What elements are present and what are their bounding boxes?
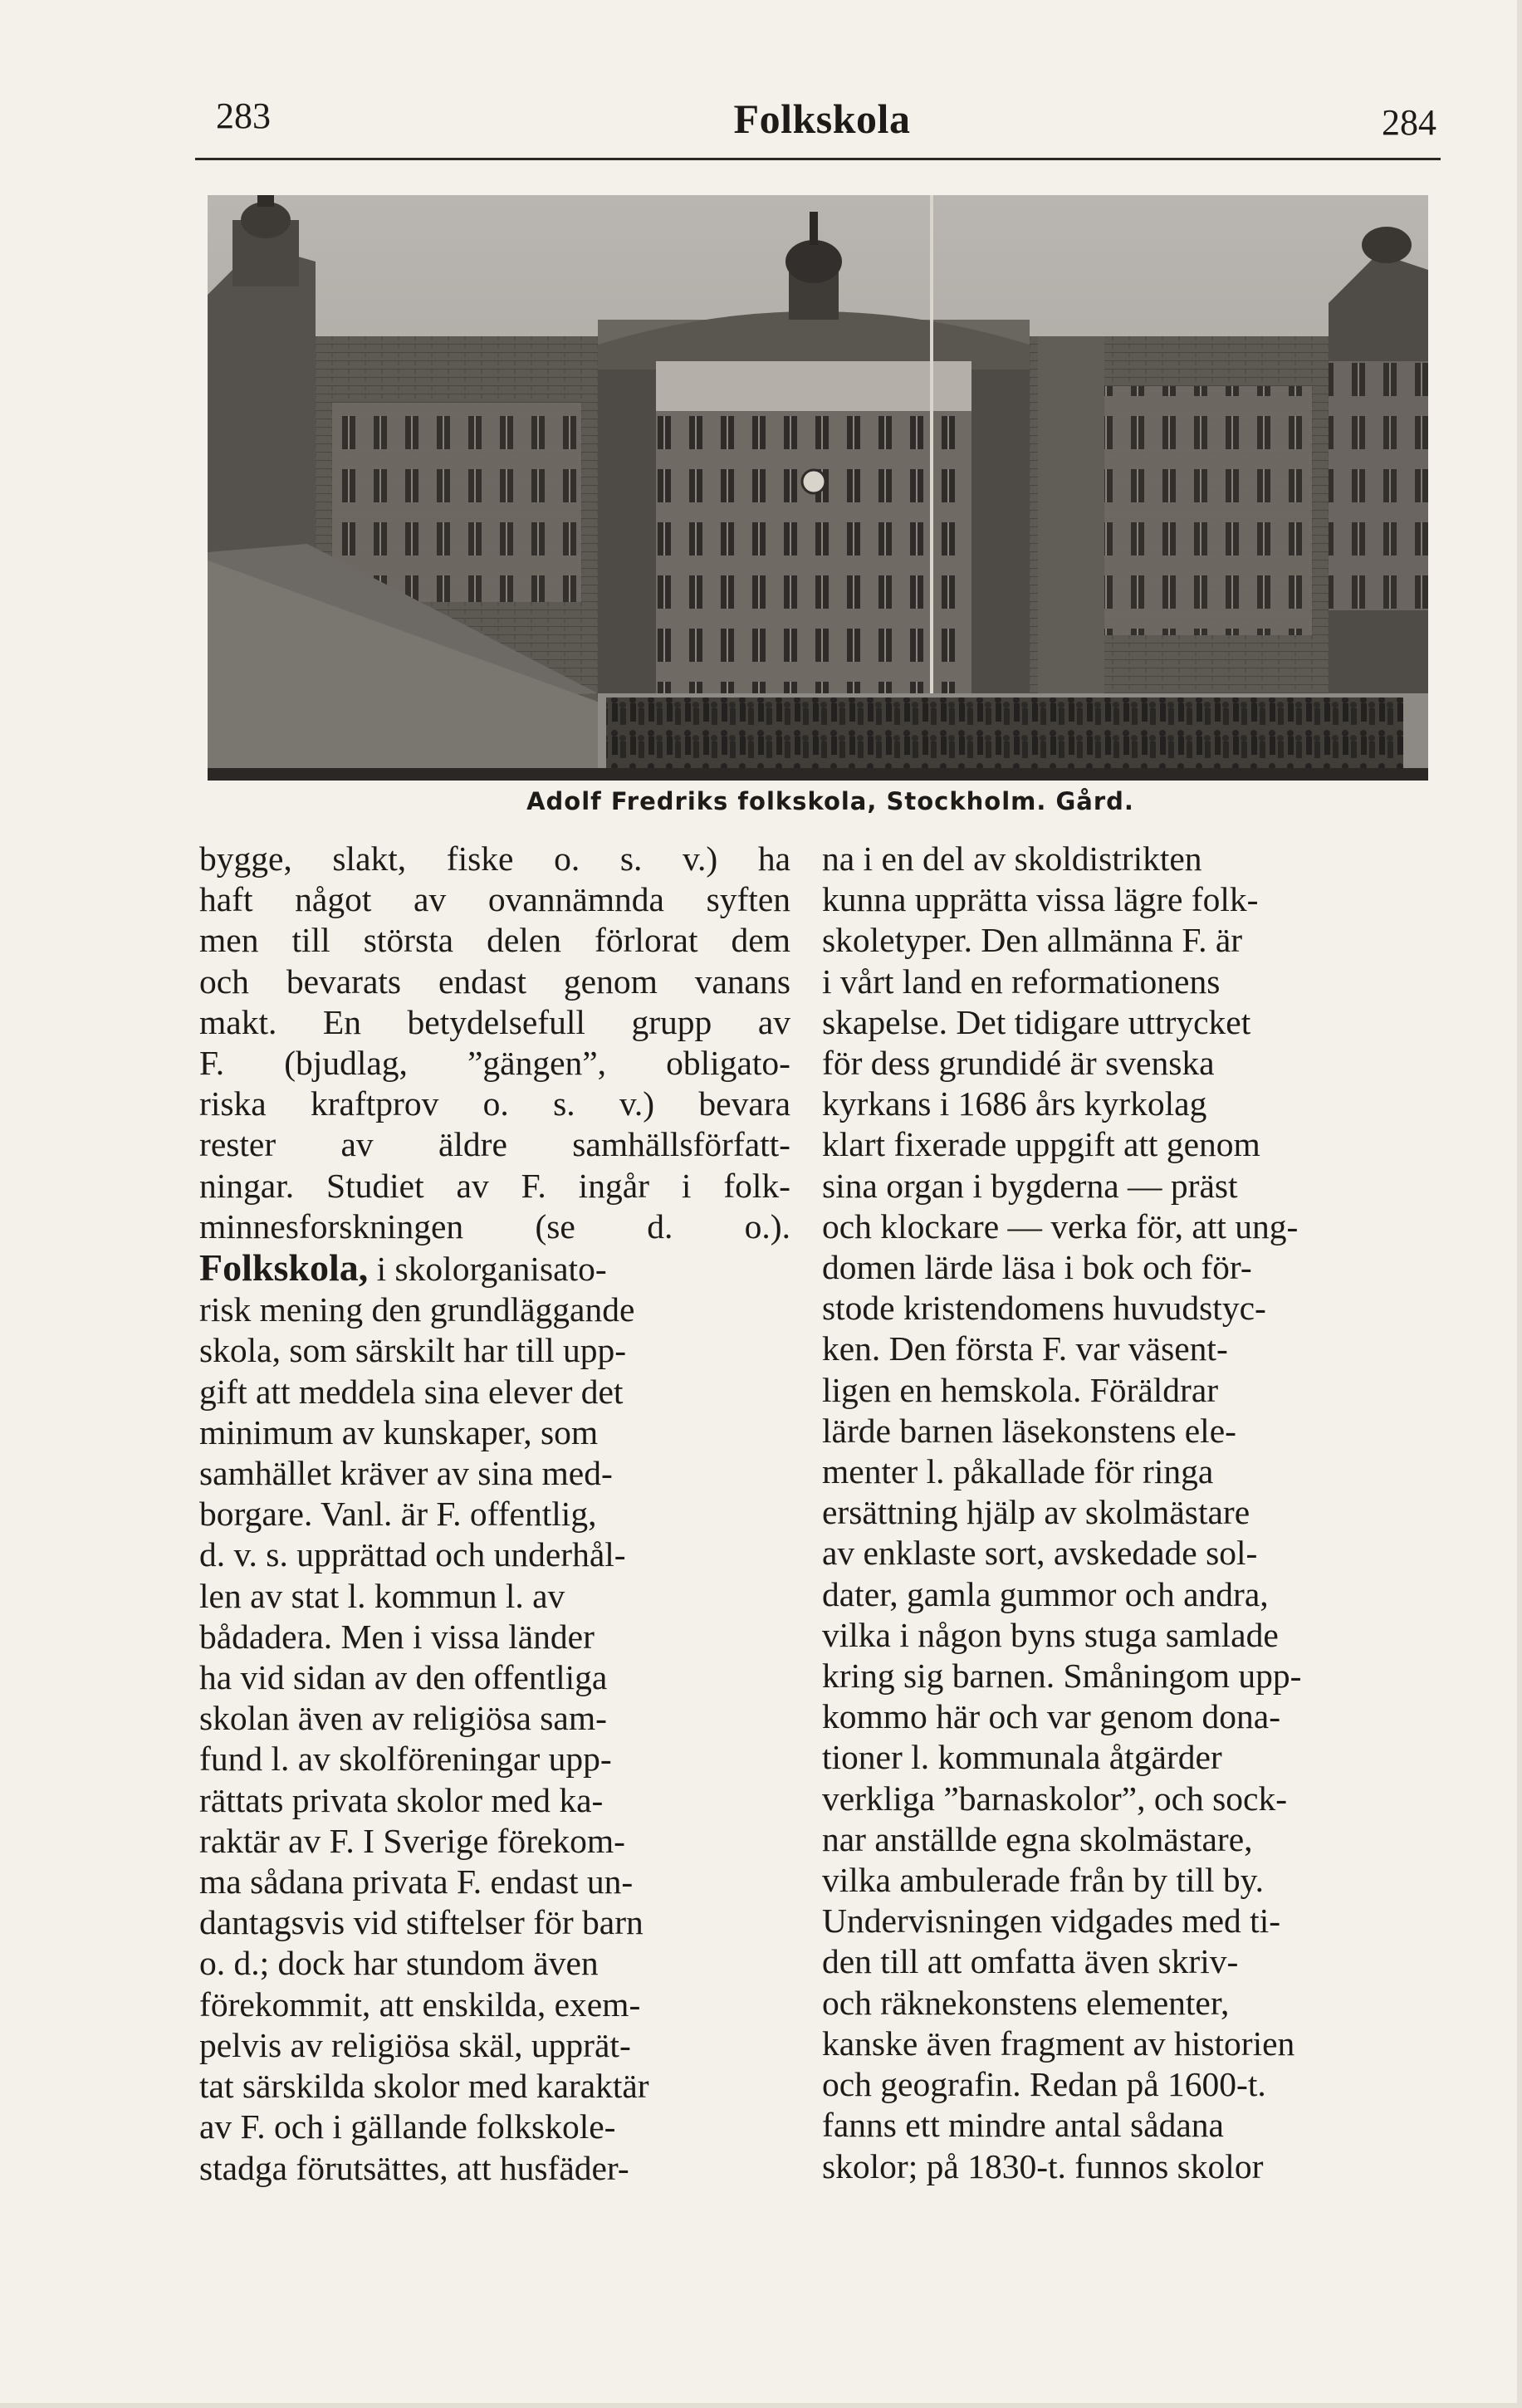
entry-body: i skolorganisato- risk mening den grundläggande skola, som särskilt har till upp- gift att meddela sina elever det minimum av kunskaper, som samhället kräver av sina med- borgare. Vanl. är F. offentlig, d. v. s. upprättad och underhål- len av stat l. kommun l. av bådadera. Men i vissa länder ha vid sidan av den offentliga skolan även av religiösa sam- fund l. av skolföreningar upp- rättats privata skolor med ka- raktär av F. I Sverige förekom- ma sådana privata F. endast un- dantagsvis vid stiftelser för barn o. d.; dock har stundom även förekommit, att enskilda, exem- pelvis av religiösa skäl, upprät- tat särskilda skolor med karaktär av F. och i gällande folkskole- stadga förutsättes, att husfäder- — [199, 1250, 649, 2187]
folkskola-entry — [199, 1247, 790, 2189]
school-courtyard-photo — [208, 195, 1428, 781]
page-number-right: 284 — [1382, 102, 1436, 143]
running-title: Folkskola — [733, 95, 911, 142]
figure-caption: Adolf Fredriks folkskola, Stockholm. Gård. — [526, 787, 1134, 815]
entry-headword: Folkskola, — [199, 1246, 369, 1290]
right-column-text: na i en del av skoldistrikten kunna upprätta vissa lägre folk- skoletyper. Den allmänna F. är i vårt land en reformationens skapelse. Det tidigare uttrycket för dess grundidé är svenska kyrkans i 1686 års kyrkolag klart fixerade uppgift att genom sina organ i bygderna — präst och klockare — verka för, att ung- domen lärde läsa i bok och för- stode kristendomens huvudstyc- ken. Den första F. var väsent- ligen en hemskola. Föräldrar lärde barnen läsekonstens ele- menter l. påkallade för ringa ersättning hjälp av skolmästare av enklaste sort, avskedade sol- dater, gamla gummor och andra, vilka i någon byns stuga samlade kring sig barnen. Småningom upp- kommo här och var genom dona- tioner l. kommunala åtgärder verkliga ”barnaskolor”, och sock- nar anställde egna skolmästare, vilka ambulerade från by till by. Undervisningen vidgades med ti- den till att omfatta även skriv- och räknekonstens elementer, kanske även fragment av historien och geografin. Redan på 1600-t. fanns ett mindre antal sådana skolor; på 1830-t. funnos skolor — [822, 839, 1302, 2185]
photo-illustration — [208, 195, 1428, 781]
left-text-column — [199, 839, 790, 2189]
header-rule — [195, 158, 1441, 160]
paragraph-continuation: bygge, slakt, fiske o. s. v.) ha haft något av ovannämnda syften men till största delen förlorat dem och bevarats endast genom vanans makt. En betydelsefull grupp av F. (bjudlag, ”gängen”, obligato- riska kraftprov o. s. v.) bevara rester av äldre samhällsförfatt- ningar. Studiet av F. ingår i folk- minnesforskningen (se d. o.). — [199, 839, 790, 1246]
right-text-column — [822, 839, 1422, 2187]
page-header — [208, 91, 1436, 158]
page-number-left: 283 — [216, 95, 271, 136]
